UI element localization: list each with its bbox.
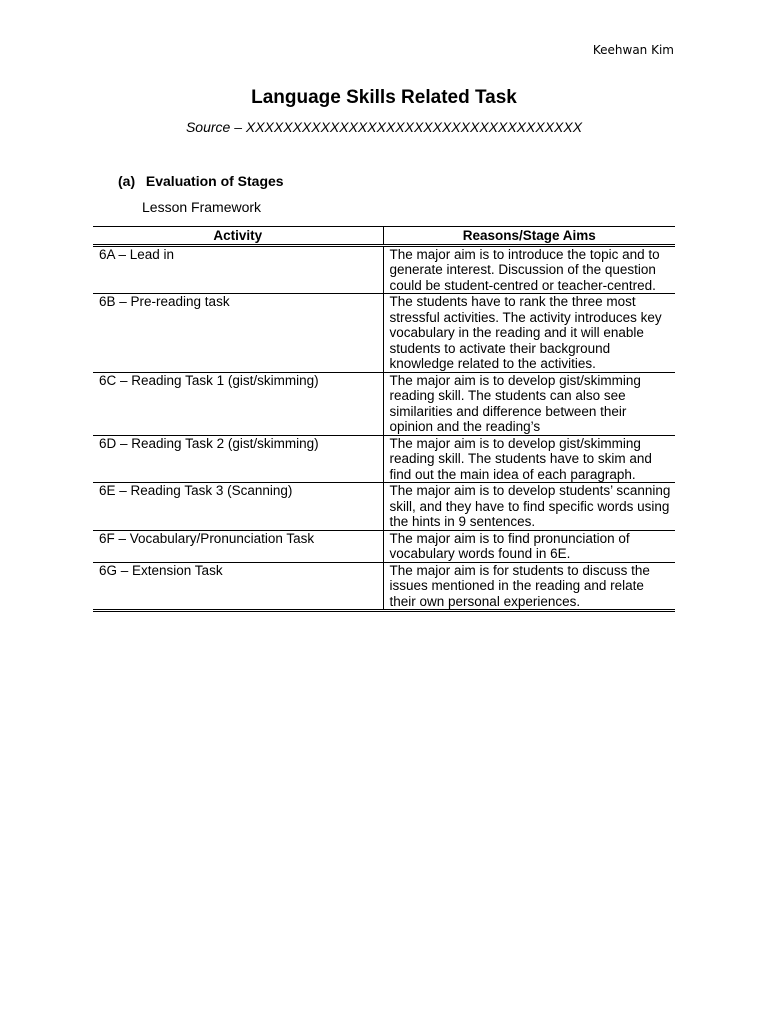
table-row: [93, 372, 675, 435]
table-row: [93, 530, 675, 562]
table-row: [93, 562, 675, 611]
activity-cell: 6C – Reading Task 1 (gist/skimming): [93, 372, 383, 435]
section-number: (a): [118, 173, 136, 189]
section-heading: [118, 173, 284, 189]
activity-cell: 6D – Reading Task 2 (gist/skimming): [93, 435, 383, 483]
table-row: [93, 245, 675, 294]
lesson-framework-label: Lesson Framework: [142, 199, 262, 215]
column-header-activity: Activity: [93, 227, 383, 246]
reasons-cell: The major aim is to develop gist/skimming reading skill. The students can also see similarities and difference between their opinion and the reading’s: [383, 372, 675, 435]
column-header-reasons: Reasons/Stage Aims: [383, 227, 675, 246]
source-line: Source – XXXXXXXXXXXXXXXXXXXXXXXXXXXXXXXXXXXX: [185, 119, 583, 135]
table-row: [93, 435, 675, 483]
table-header-row: [93, 227, 675, 246]
activity-cell: 6E – Reading Task 3 (Scanning): [93, 483, 383, 531]
reasons-cell: The major aim is for students to discuss the issues mentioned in the reading and relate their own personal experiences.: [383, 562, 675, 611]
table-row: [93, 483, 675, 531]
reasons-cell: The students have to rank the three most stressful activities. The activity introduces key vocabulary in the reading and it will enable students to activate their background knowledge related to the activities.: [383, 294, 675, 373]
reasons-cell: The major aim is to develop gist/skimming reading skill. The students have to skim and find out the main idea of each paragraph.: [383, 435, 675, 483]
reasons-cell: The major aim is to introduce the topic and to generate interest. Discussion of the question could be student-centred or teacher-centred.: [383, 245, 675, 294]
reasons-cell: The major aim is to develop students’ scanning skill, and they have to find specific words using the hints in 9 sentences.: [383, 483, 675, 531]
activity-cell: 6F – Vocabulary/Pronunciation Task: [93, 530, 383, 562]
lesson-framework-table: [93, 226, 675, 612]
activity-cell: 6B – Pre-reading task: [93, 294, 383, 373]
reasons-cell: The major aim is to find pronunciation of vocabulary words found in 6E.: [383, 530, 675, 562]
section-title: Evaluation of Stages: [145, 173, 284, 189]
activity-cell: 6G – Extension Task: [93, 562, 383, 611]
author-name: Keehwan Kim: [592, 43, 674, 57]
activity-cell: 6A – Lead in: [93, 245, 383, 294]
table-row: [93, 294, 675, 373]
document-title: Language Skills Related Task: [251, 87, 517, 108]
